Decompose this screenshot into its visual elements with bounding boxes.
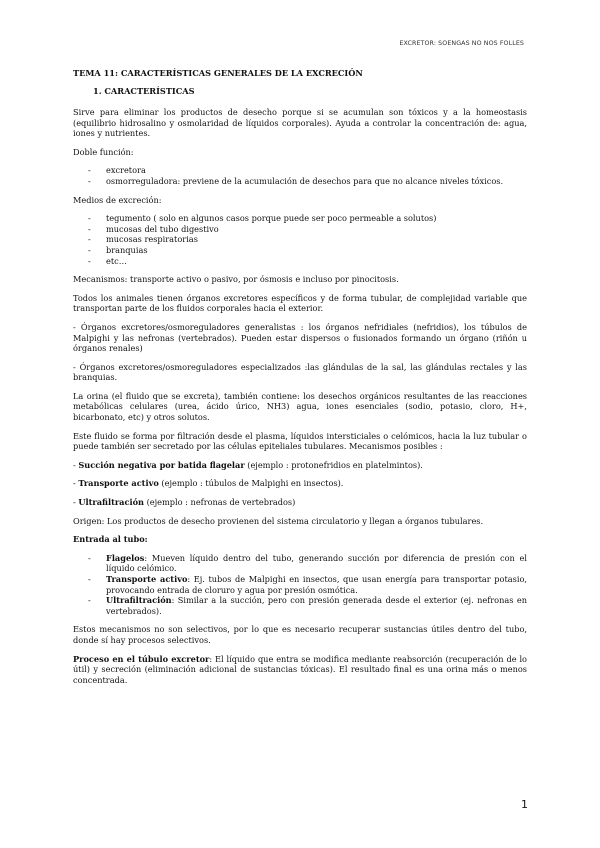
list-item: - Flagelos: Mueven líquido dentro del tubo, generando succión por diferencia de presión con el líquido celómico. (88, 552, 527, 574)
paragraph-intro: Sirve para eliminar los productos de desecho porque si se acumulan son tóxicos y a la homeostasis (equilibrio hidrosalino y osmolaridad de líquidos corporales). Ayuda a controlar la concentración de: agua, iones y nutrientes. (73, 107, 527, 139)
paragraph-orina: La orina (el fluido que se excreta), también contiene: los desechos orgánicos resultantes de las reacciones metabólicas celulares (urea, ácido úrico, NH3) agua, iones esenciales (sodio, potasio, cloro, H+, bicarbonato, etc) y otros solutos. (73, 390, 527, 423)
mechanism-succion: - Succión negativa por batida flagelar (ejemplo : protonefridios en platelmintos). (73, 459, 423, 470)
list-item: - branquias (88, 244, 148, 255)
list-item: - osmorreguladora: previene de la acumulación de desechos para que no alcance niveles tóxicos. (88, 175, 504, 186)
page-title: TEMA 11: CARACTERÍSTICAS GENERALES DE LA EXCRECIÓN (73, 68, 363, 78)
document-body (73, 68, 527, 693)
list-item: - excretora (88, 165, 146, 176)
section-heading: 1. CARACTERÍSTICAS (93, 86, 195, 96)
page-number: 1 (521, 798, 528, 811)
paragraph-proceso: Proceso en el túbulo excretor: El líquido que entra se modifica mediante reabsorción (recuperación de lo útil) y secreción (eliminación adicional de sustancias tóxicas). El resultado final es una orina más o menos concentrada. (73, 653, 527, 685)
paragraph-todos: Todos los animales tienen órganos excretores específicos y de forma tubular, de complejidad variable que transportan parte de los fluidos corporales hacia el exterior. (73, 292, 527, 314)
list-item: - mucosas respiratorias (88, 234, 198, 245)
list-item: - Transporte activo: Ej. tubos de Malpighi en insectos, que usan energía para transportar potasio, provocando entrada de cloruro y agua por presión osmótica. (88, 574, 527, 595)
entrada-list (73, 553, 527, 617)
paragraph-estos: Estos mecanismos no son selectivos, por lo que es necesario recuperar sustancias útiles dentro del tubo, donde sí hay procesos selectivos. (73, 624, 527, 645)
doble-funcion-list (73, 165, 527, 186)
entrada-label: Entrada al tubo: (73, 534, 148, 545)
medios-label: Medios de excreción: (73, 194, 162, 205)
doble-funcion-label: Doble función: (73, 146, 134, 157)
paragraph-mecanismos: Mecanismos: transporte activo o pasivo, por ósmosis e incluso por pinocitosis. (73, 274, 399, 285)
paragraph-fluido: Este fluido se forma por filtración desde el plasma, líquidos intersticiales o celómicos, hacia la luz tubular o puede también ser secretado por las células epiteliales tubulares. Mecanismos posibles : (73, 430, 527, 452)
medios-list (73, 213, 527, 266)
paragraph-especializados: - Órganos excretores/osmoreguladores especializados :las glándulas de la sal, las glándulas rectales y las branquias. (73, 361, 527, 383)
running-header: EXCRETOR: SOENGAS NO NOS FOLLES (399, 40, 524, 47)
paragraph-origen: Origen: Los productos de desecho provienen del sistema circulatorio y llegan a órganos tubulares. (73, 515, 484, 526)
mechanism-ultrafiltracion: - Ultrafiltración (ejemplo : nefronas de vertebrados) (73, 497, 296, 508)
list-item: - mucosas del tubo digestivo (88, 223, 219, 234)
paragraph-generalistas: - Órganos excretores/osmoreguladores generalistas : los órganos nefridiales (nefridios), los túbulos de Malpighi y las nefronas (vertebrados). Pueden estar dispersos o fusionados formando un órgano (riñón u órganos renales) (73, 321, 527, 354)
list-item: - etc… (88, 255, 127, 266)
mechanism-transporte: - Transporte activo (ejemplo : túbulos de Malpighi en insectos). (73, 478, 344, 489)
list-item: - Ultrafiltración: Similar a la succión, pero con presión generada desde el exterior (ej. nefronas en vertebrados). (88, 595, 527, 616)
list-item: - tegumento ( solo en algunos casos porque puede ser poco permeable a solutos) (88, 213, 437, 224)
